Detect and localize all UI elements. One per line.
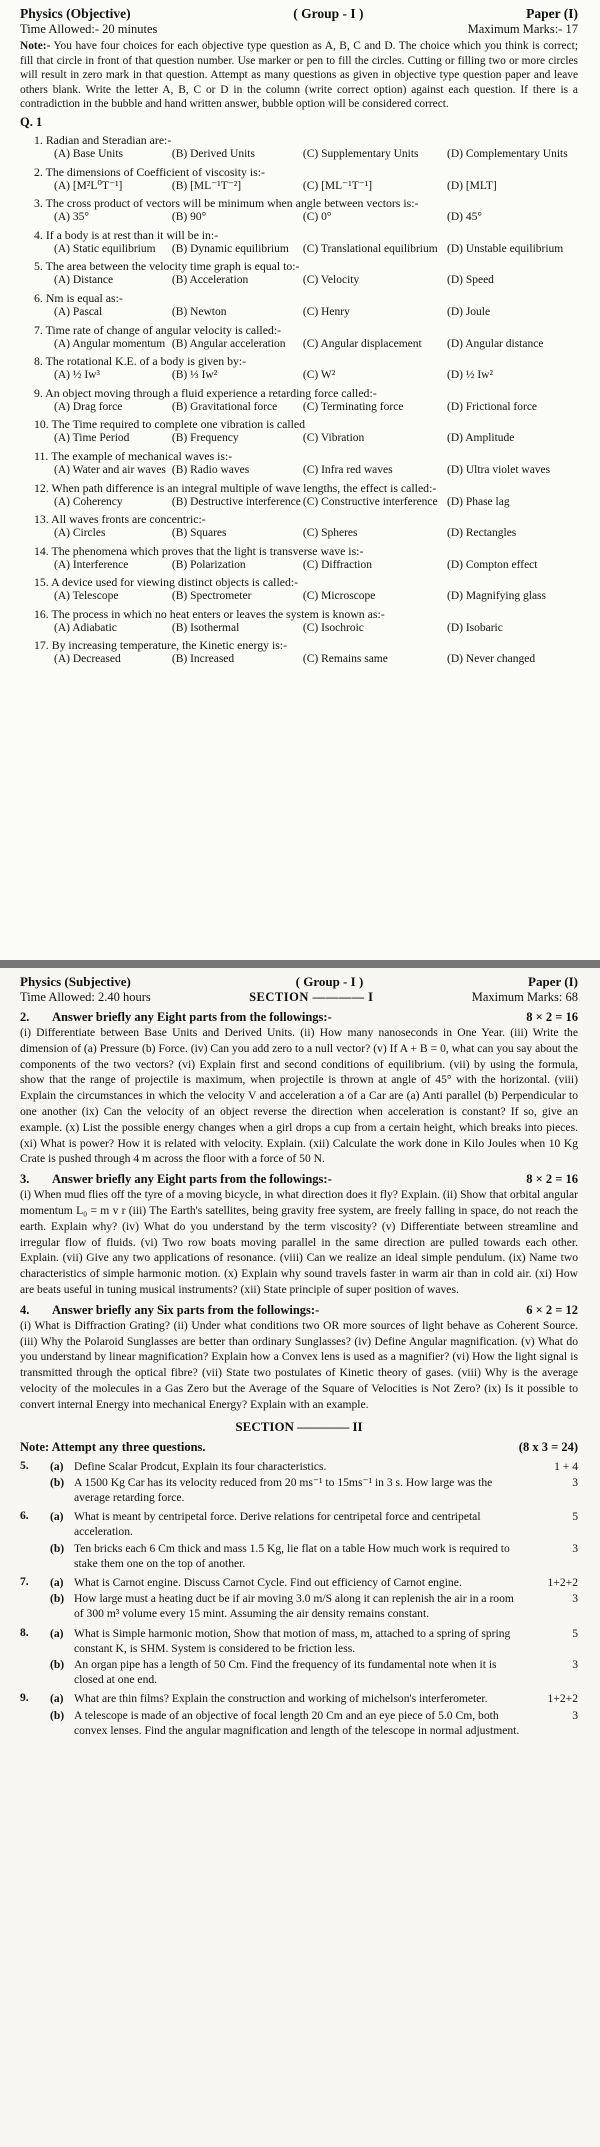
mcq-option: (D) Frictional force <box>446 400 538 413</box>
mcq-stem <box>20 544 578 558</box>
objective-header <box>20 6 578 22</box>
mcq-question <box>20 481 578 510</box>
mcq-stem-text: The example of mechanical waves is:- <box>51 448 233 463</box>
mcq-option: (A) [M²L⁰T⁻¹] <box>54 179 123 192</box>
mcq-question <box>20 196 578 225</box>
mcq-stem <box>20 417 578 431</box>
mcq-option: (D) 45° <box>446 211 482 224</box>
mcq-option: (C) [ML⁻¹T⁻¹] <box>302 179 373 192</box>
mcq-number: 11. <box>34 448 49 463</box>
mcq-number: 1. <box>34 132 43 147</box>
mcq-option: (A) Base Units <box>54 147 123 160</box>
q4-title: Answer briefly any Six parts from the followings:- <box>52 1302 320 1317</box>
mcq-question <box>20 323 578 352</box>
q2-marks: 8 × 2 = 16 <box>526 1010 578 1024</box>
part-text: What is Simple harmonic motion, Show that motion of mass, m, attached to a spring of spring constant K, is SHM. System is considered to be friction less. <box>74 1626 511 1655</box>
question-part <box>50 1575 578 1590</box>
q4-heading <box>20 1302 578 1318</box>
mcq-option: (B) 90° <box>171 211 207 224</box>
subjective-subheader <box>20 990 578 1005</box>
part-marks: 3 <box>572 1708 578 1722</box>
mcq-option: (B) Increased <box>171 653 235 666</box>
part-label: (a) <box>50 1575 64 1589</box>
part-marks: 1 + 4 <box>554 1459 578 1473</box>
part-marks: 3 <box>572 1592 578 1606</box>
mcq-stem <box>20 133 578 147</box>
section-one-heading: SECTION ———— I <box>249 990 374 1004</box>
subjective-group: ( Group - I ) <box>295 974 364 989</box>
long-question <box>20 1458 578 1506</box>
mcq-option: (A) 35° <box>54 211 89 224</box>
part-label: (b) <box>50 1475 65 1489</box>
objective-time: Time Allowed:- 20 minutes <box>20 22 158 36</box>
mcq-options <box>20 401 578 415</box>
mcq-option: (B) Polarization <box>171 558 246 571</box>
part-marks: 3 <box>572 1541 578 1555</box>
mcq-option: (B) Isothermal <box>171 621 240 634</box>
section-two-note <box>20 1439 578 1455</box>
long-question <box>20 1690 578 1738</box>
mcq-question <box>20 544 578 573</box>
mcq-option: (D) [MLT] <box>446 179 497 192</box>
mcq-stem-text: The area between the velocity time graph is equal to:- <box>45 259 300 274</box>
mcq-question <box>20 165 578 194</box>
question-part <box>50 1657 578 1687</box>
mcq-stem <box>20 607 578 621</box>
mcq-option: (D) Isobaric <box>446 621 503 634</box>
mcq-options <box>20 274 578 288</box>
mcq-option: (A) Water and air waves <box>54 463 166 476</box>
mcq-stem-text: If a body is at rest than it will be in:- <box>45 227 219 242</box>
mcq-options <box>20 653 578 667</box>
mcq-stem <box>20 165 578 179</box>
long-question-body <box>50 1574 578 1622</box>
mcq-option: (C) Supplementary Units <box>302 147 419 160</box>
q3-parts: (i) When mud flies off the tyre of a moving bicycle, in what direction does it fly? Explain. (ii) Show that orbital angular momentum L₀ = m v r (iii) The Earth's satellites, being gravity free system, are freely falling in space, do not reach the earth. Explain why? (iv) What do you understand by the term viscosity? (v) Differentiate between streamline and irregular flow of fluids. (vi) Two row boats moving parallel in the same direction are pulled towards each other. Explain. (vii) Give any two applications of resonance. (viii) Can we realize an ideal simple pendulum. (ix) Name two characteristics of simple harmonic motion. (x) Explain why sound travels faster in warm air than in cold air. (xi) How are beats useful in tuning musical instruments? (xii) State principle of super position of waves. <box>20 1188 578 1296</box>
mcq-options <box>20 180 578 194</box>
mcq-stem-text: The dimensions of Coefficient of viscosity is:- <box>45 164 265 179</box>
mcq-option: (A) Time Period <box>54 432 130 445</box>
mcq-options <box>20 243 578 257</box>
mcq-question <box>20 512 578 541</box>
mcq-question <box>20 607 578 636</box>
mcq-option: (A) Distance <box>54 274 114 287</box>
mcq-option: (D) Angular distance <box>446 337 544 350</box>
mcq-stem-text: The cross product of vectors will be minimum when angle between vectors is:- <box>45 196 419 211</box>
mcq-option: (A) Pascal <box>54 305 103 318</box>
mcq-option: (A) ½ Iw³ <box>54 369 100 382</box>
objective-paper-label: Paper (I) <box>526 6 578 21</box>
mcq-question <box>20 449 578 478</box>
mcq-stem-text: Radian and Steradian are:- <box>45 132 172 147</box>
mcq-option: (C) Spheres <box>302 527 358 540</box>
part-text: What is meant by centripetal force. Derive relations for centripetal force and centripetal acceleration. <box>74 1510 481 1539</box>
part-marks: 1+2+2 <box>547 1575 578 1589</box>
mcq-option: (C) Henry <box>302 305 350 318</box>
mcq-stem-text: Nm is equal as:- <box>45 290 123 305</box>
part-marks: 3 <box>572 1657 578 1671</box>
mcq-stem-text: The rotational K.E. of a body is given by:- <box>45 354 247 369</box>
mcq-stem <box>20 354 578 368</box>
mcq-option: (D) ½ Iw² <box>446 369 493 382</box>
mcq-stem <box>20 196 578 210</box>
mcq-option: (A) Circles <box>54 527 106 540</box>
subjective-header <box>20 974 578 990</box>
subjective-paper <box>0 968 600 2147</box>
mcq-option: (A) Angular momentum <box>54 337 166 350</box>
mcq-option: (D) Complementary Units <box>446 147 568 160</box>
mcq-number: 15. <box>34 575 49 590</box>
mcq-option: (D) Magnifying glass <box>446 590 546 603</box>
part-label: (b) <box>50 1592 65 1606</box>
q3-number: 3. <box>20 1172 30 1187</box>
mcq-option: (A) Static equilibrium <box>54 242 156 255</box>
part-marks: 5 <box>572 1510 578 1524</box>
mcq-option: (C) W² <box>302 369 336 382</box>
mcq-option: (B) [ML⁻¹T⁻²] <box>171 179 242 192</box>
mcq-number: 12. <box>34 480 49 495</box>
objective-paper <box>0 0 600 960</box>
part-label: (a) <box>50 1692 64 1706</box>
mcq-stem <box>20 259 578 273</box>
mcq-options <box>20 211 578 225</box>
mcq-stem-text: Time rate of change of angular velocity is called:- <box>45 322 282 337</box>
mcq-number: 17. <box>34 638 49 653</box>
mcq-option: (B) Derived Units <box>171 147 255 160</box>
question-part <box>50 1691 578 1706</box>
long-question <box>20 1508 578 1571</box>
mcq-stem <box>20 575 578 589</box>
mcq-number: 14. <box>34 543 49 558</box>
mcq-option: (C) Infra red waves <box>302 463 393 476</box>
mcq-number: 9. <box>34 385 43 400</box>
mcq-option: (D) Phase lag <box>446 495 510 508</box>
mcq-question <box>20 354 578 383</box>
mcq-question <box>20 228 578 257</box>
mcq-stem <box>20 386 578 400</box>
mcq-number: 3. <box>34 196 43 211</box>
part-label: (a) <box>50 1626 64 1640</box>
mcq-option: (D) Never changed <box>446 653 536 666</box>
section-two-marks: (8 x 3 = 24) <box>518 1439 578 1454</box>
mcq-question <box>20 575 578 604</box>
mcq-option: (D) Speed <box>446 274 494 287</box>
mcq-options <box>20 369 578 383</box>
mcq-question <box>20 638 578 667</box>
long-question-number: 6. <box>20 1509 29 1523</box>
part-marks: 5 <box>572 1626 578 1640</box>
mcq-number: 6. <box>34 290 43 305</box>
subjective-time: Time Allowed: 2.40 hours <box>20 990 151 1004</box>
mcq-stem <box>20 449 578 463</box>
part-marks: 1+2+2 <box>547 1692 578 1706</box>
part-label: (b) <box>50 1541 65 1555</box>
mcq-question <box>20 259 578 288</box>
mcq-question <box>20 417 578 446</box>
q4-parts: (i) What is Diffraction Grating? (ii) Under what conditions two OR more sources of light behave as Coherent Source. (iii) Why the Polaroid Sunglasses are better than ordinary Sunglasses? (iv) Define Angular magnification. (v) What do you understand by linear magnification? Explain how a Convex lens is used as a magnifier? (vi) How the light signal is transmitted through the optical fibre? (vii) State two postulates of Kinetic theory of gases. (viii) Why is the average velocity of the molecules in a Gas Zero but the Average of the Square of Velocities is Not Zero? (ix) Is it possible to convert internal Energy into mechanical Energy? Explain with an example. <box>20 1318 578 1411</box>
mcq-stem <box>20 228 578 242</box>
q4-marks: 6 × 2 = 12 <box>526 1302 578 1317</box>
mcq-number: 13. <box>34 512 49 527</box>
mcq-option: (A) Telescope <box>54 590 119 603</box>
subjective-marks: Maximum Marks: 68 <box>471 990 578 1004</box>
part-text: Ten bricks each 6 Cm thick and mass 1.5 Kg, lie flat on a table How much work is required to stake them one on the top of another. <box>74 1541 510 1570</box>
section-two-heading: SECTION ———— II <box>235 1418 363 1434</box>
mcq-option: (C) Remains same <box>302 653 388 666</box>
q1-label: Q. 1 <box>20 114 43 129</box>
long-question-body <box>50 1625 578 1688</box>
note-text: You have four choices for each objective type question as A, B, C and D. The choice which you think is correct; fill that circle in front of that question number. Use marker or pen to fill the circles. Cutting or filling two or more circles will result in zero mark in that question. Attempt as many questions as given in objective type question paper and leave others blank. Write the letter A, B, C or D in the column (write correct option) against each question. If there is a contradiction in the bubble and hand written answer, bubble option will be considered correct. <box>20 40 578 111</box>
q3-marks: 8 × 2 = 16 <box>526 1172 578 1187</box>
mcq-stem <box>20 291 578 305</box>
long-question-number: 9. <box>20 1691 29 1705</box>
question-part <box>50 1509 578 1539</box>
mcq-stem-text: The phenomena which proves that the light is transverse wave is:- <box>51 543 364 558</box>
mcq-stem-text: All waves fronts are concentric:- <box>51 512 206 527</box>
mcq-number: 5. <box>34 259 43 274</box>
mcq-option: (D) Compton effect <box>446 558 538 571</box>
question-part <box>50 1475 578 1505</box>
long-question <box>20 1574 578 1622</box>
mcq-option: (D) Unstable equilibrium <box>446 242 564 255</box>
mcq-option: (C) Angular displacement <box>302 337 422 350</box>
part-text: How large must a heating duct be if air moving 3.0 m/S along it can replenish the air in a room of 300 m³ volume every 15 mint. Assuming the air density remains constant. <box>74 1592 514 1621</box>
mcq-option: (D) Joule <box>446 305 491 318</box>
mcq-number: 2. <box>34 164 43 179</box>
mcq-stem-text: The Time required to complete one vibration is called <box>51 417 306 432</box>
mcq-option: (B) Acceleration <box>171 274 249 287</box>
long-question-body <box>50 1458 578 1506</box>
q3-heading <box>20 1171 578 1187</box>
mcq-option: (A) Drag force <box>54 400 123 413</box>
long-question-number: 7. <box>20 1574 29 1588</box>
part-text: Define Scalar Prodcut, Explain its four characteristics. <box>74 1459 327 1473</box>
part-label: (b) <box>50 1657 65 1671</box>
long-question-number: 8. <box>20 1625 29 1639</box>
long-question-number: 5. <box>20 1458 29 1472</box>
mcq-options <box>20 464 578 478</box>
q2-number: 2. <box>20 1010 30 1024</box>
note-attempt-three: Note: Attempt any three questions. <box>20 1439 206 1454</box>
mcq-option: (B) Gravitational force <box>171 400 278 413</box>
mcq-option: (B) Radio waves <box>171 463 250 476</box>
mcq-options <box>20 622 578 636</box>
mcq-options <box>20 496 578 510</box>
mcq-option: (B) ⅓ Iw² <box>171 369 218 382</box>
mcq-list <box>20 133 578 667</box>
mcq-stem-text: The process in which no heat enters or leaves the system is known as:- <box>51 606 385 621</box>
mcq-stem-text: A device used for viewing distinct objects is called:- <box>51 575 299 590</box>
objective-group: ( Group - I ) <box>293 6 364 21</box>
mcq-question <box>20 291 578 320</box>
mcq-option: (C) Vibration <box>302 432 365 445</box>
part-label: (a) <box>50 1510 64 1524</box>
part-text: An organ pipe has a length of 50 Cm. Find the frequency of its fundamental note when it is closed at one end. <box>74 1657 497 1687</box>
mcq-option: (D) Ultra violet waves <box>446 463 551 476</box>
mcq-option: (A) Decreased <box>54 653 121 666</box>
objective-marks: Maximum Marks:- 17 <box>467 22 578 36</box>
subjective-paper-label: Paper (I) <box>528 974 578 989</box>
mcq-option: (B) Angular acceleration <box>171 337 286 350</box>
long-question-body <box>50 1690 578 1738</box>
long-question-body <box>50 1508 578 1571</box>
mcq-option: (C) Translational equilibrium <box>302 242 438 255</box>
q2-title: Answer briefly any Eight parts from the followings:- <box>52 1010 332 1024</box>
mcq-options <box>20 148 578 162</box>
mcq-question <box>20 386 578 415</box>
mcq-option: (B) Newton <box>171 305 227 318</box>
mcq-option: (A) Interference <box>54 558 129 571</box>
mcq-options <box>20 306 578 320</box>
mcq-option: (A) Coherency <box>54 495 123 508</box>
q4-number: 4. <box>20 1302 30 1317</box>
question-part <box>50 1708 578 1738</box>
mcq-option: (A) Adiabatic <box>54 621 117 634</box>
mcq-option: (B) Dynamic equilibrium <box>171 242 289 255</box>
mcq-option: (B) Spectrometer <box>171 590 252 603</box>
mcq-option: (C) 0° <box>302 211 332 224</box>
mcq-options <box>20 432 578 446</box>
objective-subject: Physics (Objective) <box>20 6 131 21</box>
q2-parts: (i) Differentiate between Base Units and Derived Units. (ii) How many nanoseconds in One Year. (iii) Write the dimension of (a) Pressure (b) Force. (iv) Can you add zero to a null vector? (v) If A + B = 0, what can you say about the components of the two vectors? (vi) Explain first and second conditions of equilibrium. (vii) by using the formula, show that the range of projectile is maximum, when projectile is thrown at angle of 45° with the horizontal. (viii) Explain the circumstances in which the velocity V and acceleration a of a Car are (a) Anti parallel (b) Perpendicular to one another (ix) Can the velocity of an object reverse the direction when acceleration is constant? If so, give an example. (x) List the possible energy changes when a girl drops a cup from a certain height, which breaks into pieces. (xi) What is power? How it is related with velocity. Explain. (xii) Calculate the work done in Kilo Joules when 10 Kg Crate is pushed through 4 m across the floor with a force of 50 N. <box>20 1026 578 1166</box>
q2-heading <box>20 1009 578 1025</box>
mcq-number: 10. <box>34 417 49 432</box>
mcq-stem <box>20 323 578 337</box>
mcq-number: 4. <box>34 227 43 242</box>
long-question-list <box>20 1458 578 1738</box>
mcq-stem-text: An object moving through a fluid experience a retarding force called:- <box>45 385 377 400</box>
mcq-options <box>20 590 578 604</box>
question-part <box>50 1459 578 1474</box>
mcq-number: 16. <box>34 606 49 621</box>
mcq-option: (C) Terminating force <box>302 400 404 413</box>
mcq-option: (C) Constructive interference <box>302 495 438 508</box>
mcq-stem <box>20 638 578 652</box>
objective-subheader <box>20 22 578 37</box>
mcq-question <box>20 133 578 162</box>
part-text: A 1500 Kg Car has its velocity reduced from 20 ms⁻¹ to 15ms⁻¹ in 3 s. How large was the average retarding force. <box>74 1475 493 1504</box>
mcq-options <box>20 338 578 352</box>
mcq-option: (C) Isochroic <box>302 621 364 634</box>
mcq-option: (B) Frequency <box>171 432 239 445</box>
part-text: A telescope is made of an objective of focal length 20 Cm and an eye piece of 5.0 Cm, both convex lenses. Find the angular magnification and length of the telescope in normal adjustment. <box>74 1708 520 1737</box>
mcq-stem <box>20 512 578 526</box>
question-part <box>50 1591 578 1621</box>
mcq-option: (C) Microscope <box>302 590 376 603</box>
mcq-option: (B) Destructive interference <box>171 495 301 508</box>
part-text: What is Carnot engine. Discuss Carnot Cycle. Find out efficiency of Carnot engine. <box>74 1575 462 1589</box>
note-label: Note:- <box>20 40 51 52</box>
mcq-option: (C) Diffraction <box>302 558 372 571</box>
mcq-options <box>20 527 578 541</box>
q3-title: Answer briefly any Eight parts from the followings:- <box>52 1172 332 1187</box>
mcq-option: (C) Velocity <box>302 274 360 287</box>
mcq-stem-text: By increasing temperature, the Kinetic energy is:- <box>51 638 288 653</box>
page-divider <box>0 960 600 968</box>
question-part <box>50 1541 578 1571</box>
mcq-number: 8. <box>34 354 43 369</box>
mcq-stem <box>20 481 578 495</box>
long-question <box>20 1625 578 1688</box>
part-text: What are thin films? Explain the construction and working of michelson's interferometer. <box>74 1692 488 1706</box>
mcq-options <box>20 559 578 573</box>
mcq-stem-text: When path difference is an integral multiple of wave lengths, the effect is called:- <box>51 480 437 495</box>
part-marks: 3 <box>572 1475 578 1489</box>
question-part <box>50 1626 578 1656</box>
part-label: (b) <box>50 1708 65 1722</box>
subjective-subject: Physics (Subjective) <box>20 974 131 989</box>
mcq-option: (D) Amplitude <box>446 432 515 445</box>
objective-note <box>20 39 578 112</box>
mcq-number: 7. <box>34 322 43 337</box>
mcq-option: (B) Squares <box>171 527 227 540</box>
mcq-option: (D) Rectangles <box>446 527 517 540</box>
part-label: (a) <box>50 1459 64 1473</box>
